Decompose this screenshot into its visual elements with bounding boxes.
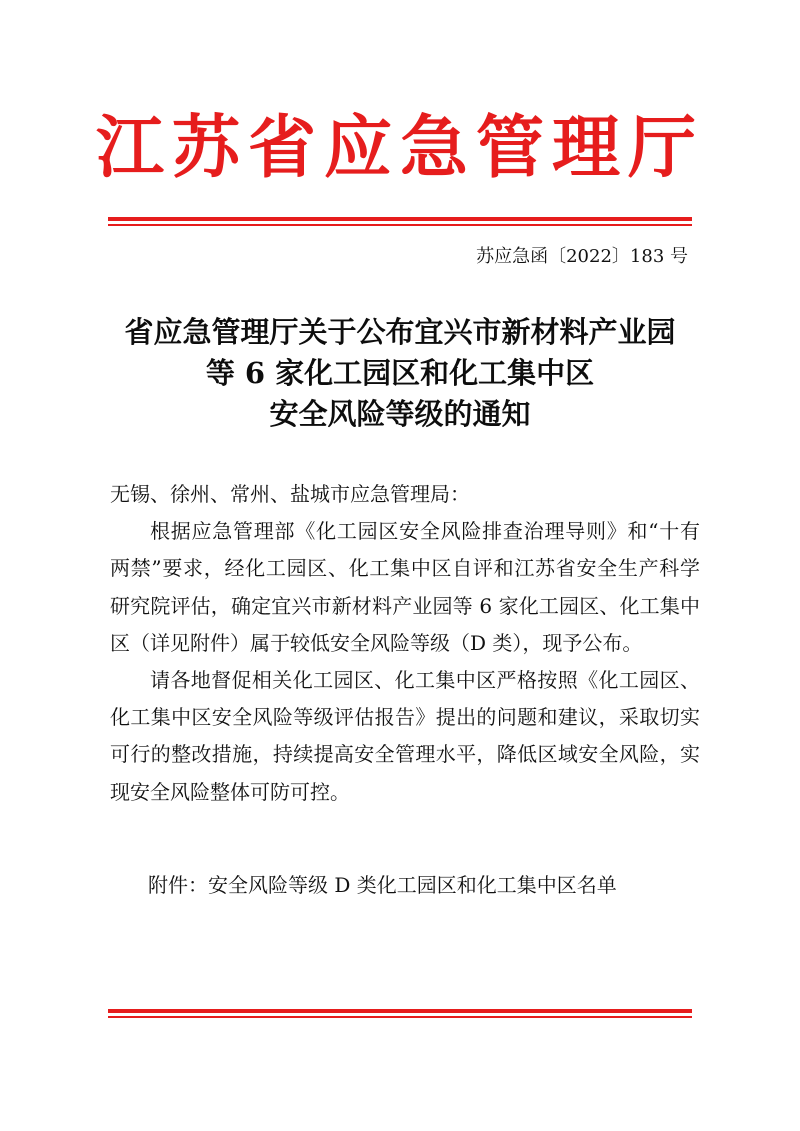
body-paragraph-1: 根据应急管理部《化工园区安全风险排查治理导则》和“十有两禁”要求，经化工园区、化工集中区自评和江苏省安全生产科学研究院评估，确定宜兴市新材料产业园等 6 家化工园区、化工集中区（详见附件）属于较低安全风险等级（D 类），现予公布。	[110, 519, 700, 655]
notice-title-line-2: 等 6 家化工园区和化工集中区	[205, 356, 595, 390]
header-red-thin-rule	[108, 224, 692, 226]
notice-body	[110, 476, 700, 811]
header-red-thick-rule	[108, 217, 692, 221]
document-number: 苏应急函〔2022〕183 号	[476, 246, 688, 267]
notice-title	[0, 312, 800, 435]
recipient-line: 无锡、徐州、常州、盐城市应急管理局：	[110, 482, 470, 506]
body-paragraph-2: 请各地督促相关化工园区、化工集中区严格按照《化工园区、化工集中区安全风险等级评估报告》提出的问题和建议，采取切实可行的整改措施，持续提高安全管理水平，降低区域安全风险，实现安全风险整体可防可控。	[110, 668, 700, 804]
notice-title-line-3: 安全风险等级的通知	[269, 397, 531, 431]
agency-header-title: 江苏省应急管理厅	[95, 108, 704, 188]
notice-title-line-1: 省应急管理厅关于公布宜兴市新材料产业园	[124, 315, 676, 349]
attachment-line: 附件：安全风险等级 D 类化工园区和化工集中区名单	[148, 873, 617, 897]
footer-red-thick-rule	[108, 1009, 692, 1013]
footer-red-thin-rule	[108, 1016, 692, 1018]
